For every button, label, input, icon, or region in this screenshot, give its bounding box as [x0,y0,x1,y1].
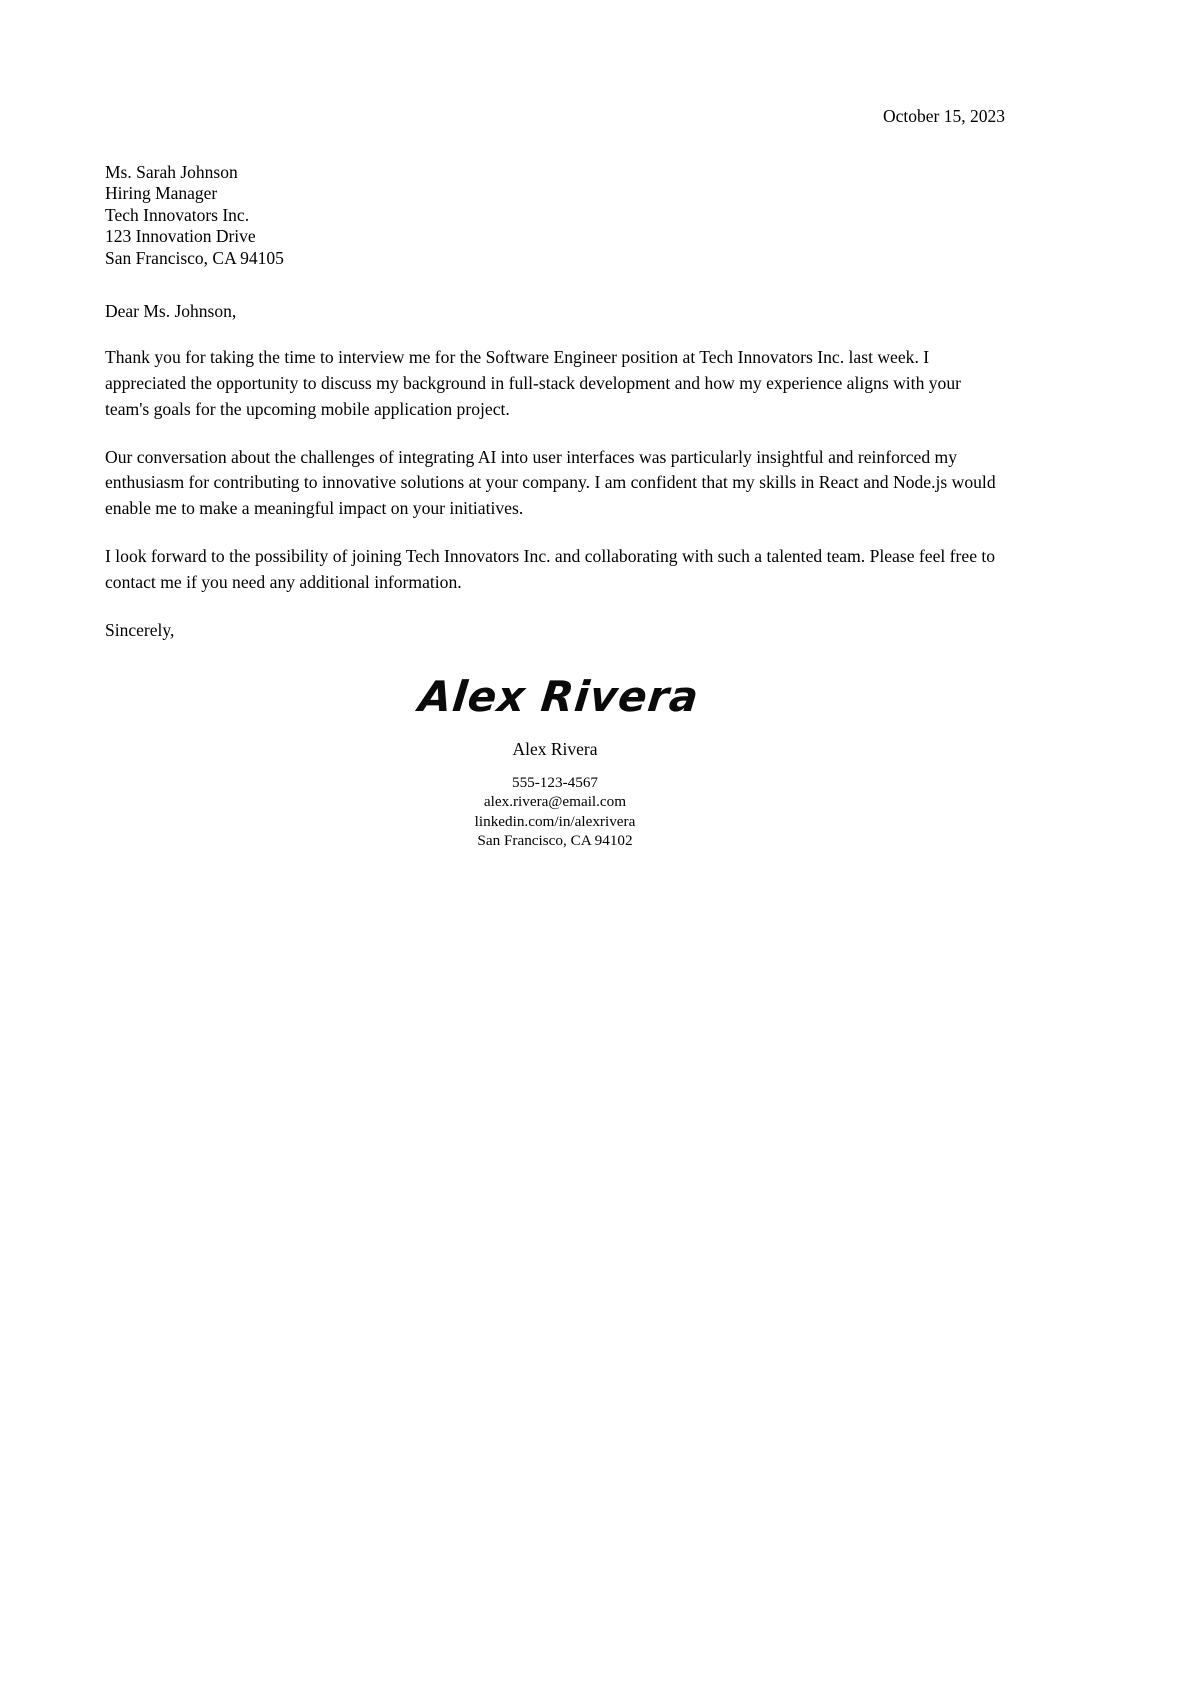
signature-block [105,672,1005,850]
body-paragraph-3: I look forward to the possibility of joining Tech Innovators Inc. and collaborating with such a talented team. Please feel free to contact me if you need any additional information. [105,546,996,592]
recipient-address-block [105,162,1005,270]
recipient-company: Tech Innovators Inc. [105,204,250,225]
contact-details-block [105,773,1005,851]
contact-linkedin: linkedin.com/in/alexrivera [474,812,636,830]
recipient-city-state-zip: San Francisco, CA 94105 [105,248,284,268]
contact-phone: 555-123-4567 [511,773,599,791]
contact-location: San Francisco, CA 94102 [477,832,633,850]
signer-printed-name: Alex Rivera [512,739,598,760]
handwritten-signature: Alex Rivera [416,672,702,722]
contact-email: alex.rivera@email.com [483,793,627,811]
letter-content [105,0,1005,851]
closing-salutation: Sincerely, [105,619,175,640]
recipient-street: 123 Innovation Drive [105,226,256,247]
letter-date: October 15, 2023 [883,106,1005,126]
recipient-name: Ms. Sarah Johnson [105,161,238,182]
body-paragraph-1: Thank you for taking the time to interview me for the Software Engineer position at Tech Innovators Inc. last week. I appreciated the opportunity to discuss my background in full-stack development and how my experience aligns with your team's goals for the upcoming mobile application project. [105,347,962,419]
salutation: Dear Ms. Johnson, [105,300,237,321]
body-paragraph-2: Our conversation about the challenges of integrating AI into user interfaces was particularly insightful and reinforced my enthusiasm for contributing to innovative solutions at your company. I am confident that my skills in React and Node.js would enable me to make a meaningful impact on your initiatives. [105,446,996,519]
recipient-title: Hiring Manager [105,183,218,204]
